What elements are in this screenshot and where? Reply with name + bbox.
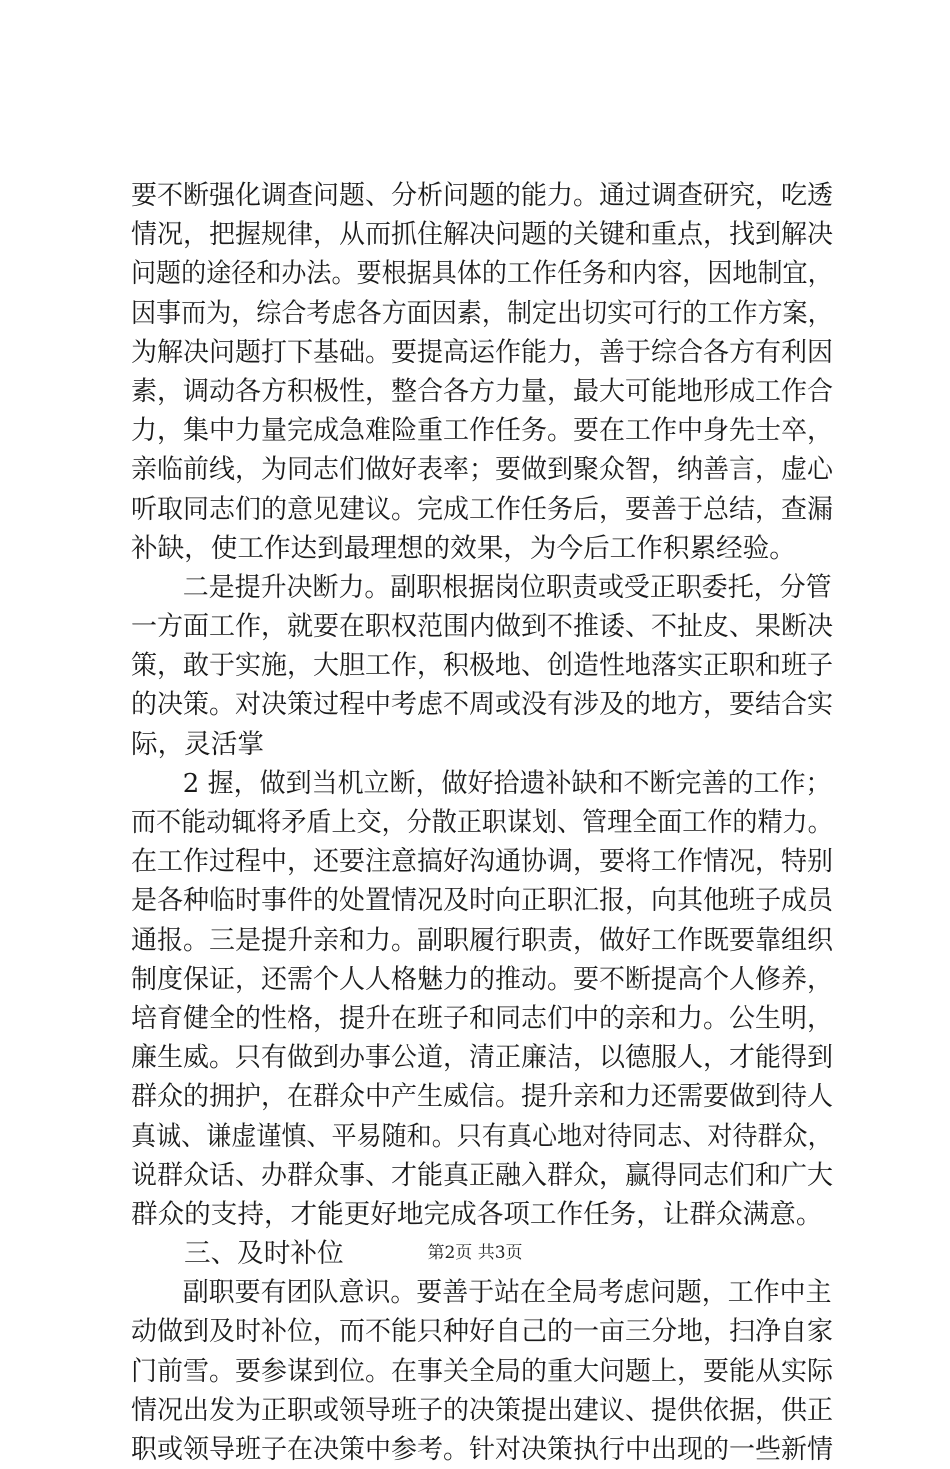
text-line: 三、及时补位 [184,1238,344,1270]
body-text [131,176,833,1469]
text-line: 一方面工作，就要在职权范围内做到不推诿、不扯皮、果断决 [131,611,834,643]
text-line: 群众的拥护，在群众中产生威信。提升亲和力还需要做到待人 [131,1081,834,1113]
text-line: 真诚、谦虚谨慎、平易随和。只有真心地对待同志、对待群众， [131,1120,833,1152]
text-line: 策，敢于实施，大胆工作，积极地、创造性地落实正职和班子 [131,650,834,682]
text-line: 说群众话、办群众事、才能真正融入群众，赢得同志们和广大 [131,1159,834,1191]
text-line: 情况，把握规律，从而抓住解决问题的关键和重点，找到解决 [131,219,834,251]
text-line: 力，集中力量完成急难险重工作任务。要在工作中身先士卒， [131,415,834,447]
text-line: 职或领导班子在决策中参考。针对决策执行中出现的一些新情 [131,1434,834,1465]
text-line: 为解决问题打下基础。要提高运作能力，善于综合各方有利因 [131,336,834,368]
text-line: 补缺，使工作达到最理想的效果，为今后工作积累经验。 [131,532,796,564]
text-line: 通报。三是提升亲和力。副职履行职责，做好工作既要靠组织 [131,924,834,956]
text-line: 的决策。对决策过程中考虑不周或没有涉及的地方，要结合实 [131,689,834,721]
text-line: 二是提升决断力。副职根据岗位职责或受正职委托，分管 [182,571,832,603]
text-line: 动做到及时补位，而不能只种好自己的一亩三分地，扫净自家 [131,1316,834,1348]
text-line: 副职要有团队意识。要善于站在全局考虑问题，工作中主 [182,1277,832,1309]
text-line: 在工作过程中，还要注意搞好沟通协调，要将工作情况，特别 [131,846,834,878]
text-line: 廉生威。只有做到办事公道，清正廉洁，以德服人，才能得到 [131,1042,834,1074]
text-line: 听取同志们的意见建议。完成工作任务后，要善于总结，查漏 [131,493,834,525]
text-line: 群众的支持，才能更好地完成各项工作任务，让群众满意。 [131,1198,823,1230]
text-line: 制度保证，还需个人人格魅力的推动。要不断提高个人修养， [131,963,834,995]
text-line: 2 握，做到当机立断，做好拾遗补缺和不断完善的工作； [182,767,832,799]
text-line: 际，灵活掌 [131,728,264,760]
text-line: 门前雪。要参谋到位。在事关全局的重大问题上，要能从实际 [131,1355,834,1387]
text-line: 问题的途径和办法。要根据具体的工作任务和内容，因地制宜， [131,258,833,290]
text-line: 情况出发为正职或领导班子的决策提出建议、提供依据，供正 [131,1394,834,1426]
text-line: 培育健全的性格，提升在班子和同志们中的亲和力。公生明， [131,1002,834,1034]
text-line: 素，调动各方积极性，整合各方力量，最大可能地形成工作合 [131,375,834,407]
page-footer: 第2页 共3页 [427,1243,523,1263]
text-line: 因事而为，综合考虑各方面因素，制定出切实可行的工作方案， [131,297,833,329]
text-line: 亲临前线，为同志们做好表率；要做到聚众智，纳善言，虚心 [131,454,834,486]
text-line: 要不断强化调查问题、分析问题的能力。通过调查研究，吃透 [131,180,834,211]
text-line: 是各种临时事件的处置情况及时向正职汇报，向其他班子成员 [131,885,834,917]
text-line: 而不能动辄将矛盾上交，分散正职谋划、管理全面工作的精力。 [131,807,833,838]
